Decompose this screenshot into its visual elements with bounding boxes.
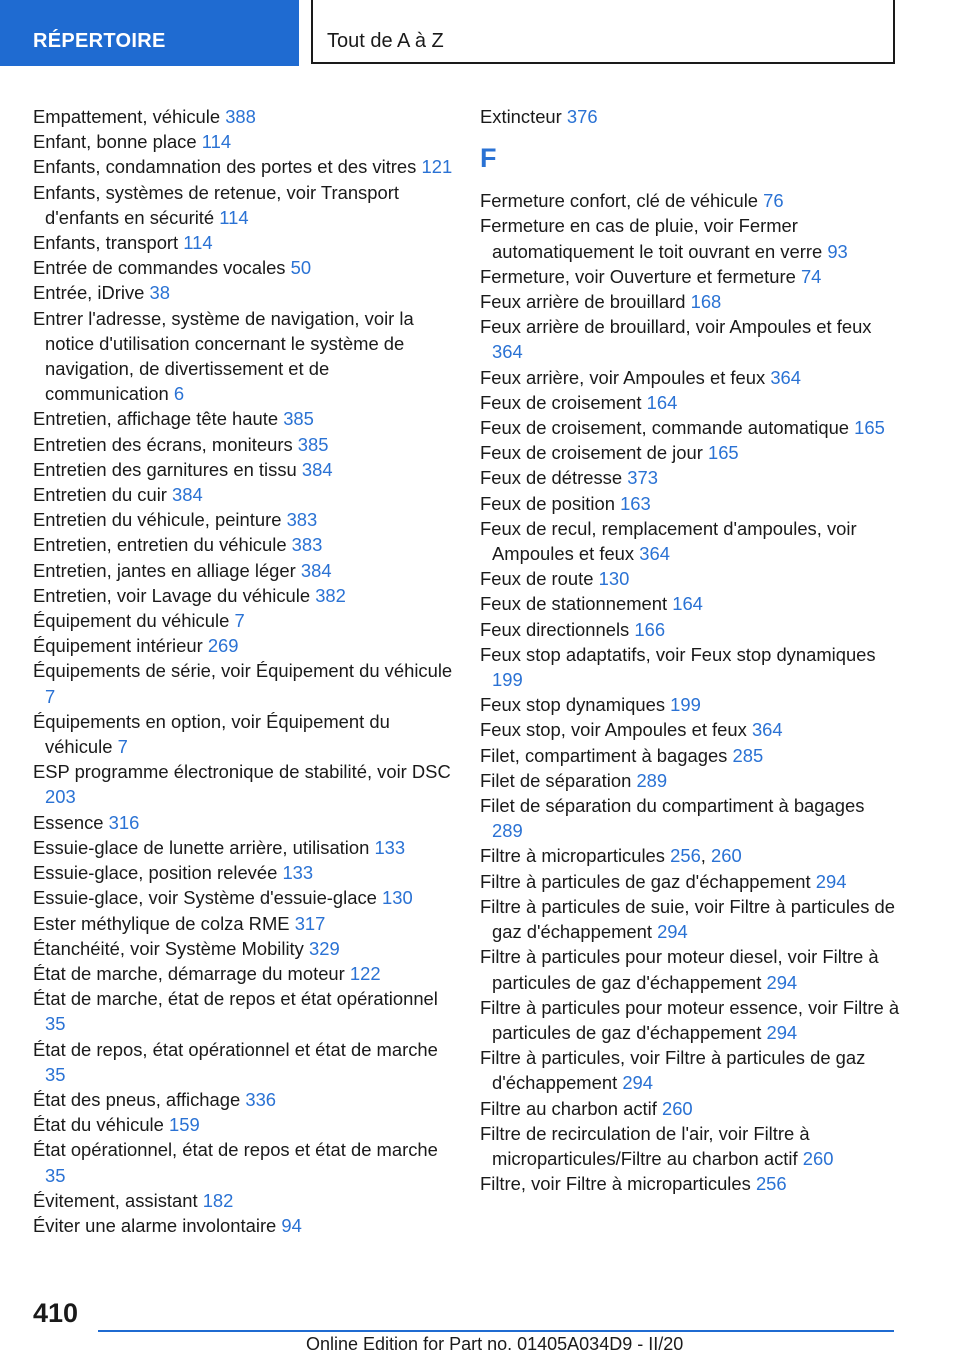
index-entry-text: Feux de stationnement	[480, 593, 668, 615]
index-entry-text: Ester méthylique de colza RME	[33, 912, 290, 934]
index-entry-text: Filet de séparation du compartiment à bagages	[480, 795, 865, 817]
page-link[interactable]: 294	[766, 1021, 798, 1043]
page-link[interactable]: 260	[802, 1147, 834, 1169]
footer-divider	[98, 1330, 894, 1332]
page-link[interactable]: 336	[245, 1088, 277, 1110]
index-entry-text: Enfants, condamnation des portes et des vitres	[33, 156, 417, 178]
index-entry-text: Feux stop dynamiques	[480, 694, 666, 716]
page-link[interactable]: 76	[763, 190, 784, 212]
index-entry-text: Filtre de recirculation de l'air, voir Filtre à microparticules/Filtre au charbon actif	[480, 1122, 810, 1169]
page-link[interactable]: 163	[620, 492, 651, 514]
page-link[interactable]: 269	[207, 635, 239, 657]
index-entry	[33, 306, 453, 407]
index-entry-text: Entretien des écrans, moniteurs	[33, 433, 293, 455]
page-link[interactable]: 316	[108, 811, 140, 833]
index-entry-text: Feux de croisement, commande automatique	[480, 417, 850, 439]
index-entry	[480, 1171, 900, 1196]
page-link[interactable]: 133	[374, 836, 406, 858]
index-entry	[33, 709, 453, 759]
index-entry-text: Filet, compartiment à bagages	[480, 744, 728, 766]
page-link[interactable]: 383	[291, 534, 323, 556]
section-tab[interactable]: RÉPERTOIRE	[0, 0, 299, 66]
page-link[interactable]: 93	[827, 240, 848, 262]
page-link[interactable]: 373	[627, 467, 658, 489]
index-entry	[480, 1045, 900, 1095]
page-link[interactable]: 168	[690, 291, 722, 313]
page-link[interactable]: 364	[770, 366, 801, 388]
index-entry-text: Filtre à particules pour moteur essence, voir Filtre à particules de gaz d'échappement	[480, 996, 900, 1043]
index-entry	[33, 835, 453, 860]
page-link[interactable]: 6	[173, 383, 185, 405]
page-link[interactable]: 159	[169, 1114, 200, 1136]
index-entry	[33, 658, 453, 708]
page-link[interactable]: 256	[670, 845, 701, 867]
index-entry-text: Feux de croisement de jour	[480, 442, 703, 464]
index-entry-text: Filtre à particules, voir Filtre à particules de gaz d'échappement	[480, 1047, 866, 1094]
index-entry	[33, 558, 453, 583]
index-entry-text: Équipement du véhicule	[33, 610, 230, 632]
index-entry-text: ESP programme électronique de stabilité, voir DSC	[33, 761, 451, 783]
index-entry-text: Entretien du véhicule, peinture	[33, 509, 282, 531]
index-entry	[33, 180, 453, 230]
page-link[interactable]: 199	[670, 694, 701, 716]
index-entry	[33, 608, 453, 633]
index-entry	[480, 566, 900, 591]
index-entry	[480, 465, 900, 490]
index-entry	[33, 230, 453, 255]
page-link[interactable]: 133	[282, 862, 314, 884]
index-entry	[480, 743, 900, 768]
index-entry-text: État de marche, état de repos et état opérationnel	[33, 988, 438, 1010]
page-link[interactable]: 285	[732, 744, 764, 766]
index-entry	[480, 188, 900, 213]
index-entry	[33, 1188, 453, 1213]
page-link[interactable]: 114	[219, 206, 249, 228]
index-entry	[33, 129, 453, 154]
index-entry	[480, 289, 900, 314]
index-entry: Filtre à microparticules 256, 260	[480, 845, 742, 867]
index-entry-text: Feux stop adaptatifs, voir Feux stop dynamiques	[480, 643, 876, 665]
index-entry	[480, 692, 900, 717]
index-entry-text: Fermeture, voir Ouverture et fermeture	[480, 265, 796, 287]
index-entry	[480, 264, 900, 289]
index-entry	[33, 154, 453, 179]
index-entry-text: État du véhicule	[33, 1114, 164, 1136]
index-entry	[33, 885, 453, 910]
index-entry-text: Filtre à particules pour moteur diesel, voir Filtre à particules de gaz d'échappement	[480, 946, 879, 993]
page-link[interactable]: 164	[646, 391, 678, 413]
page-link[interactable]: 38	[149, 282, 170, 304]
index-entry	[480, 390, 900, 415]
page-link[interactable]: 364	[751, 719, 783, 741]
index-entry-text: Fermeture en cas de pluie, voir Fermer automatiquement le toit ouvrant en verre	[480, 215, 823, 262]
index-entry-text: Entretien, entretien du véhicule	[33, 534, 287, 556]
page-link[interactable]: 7	[45, 685, 56, 707]
index-entry-text: Entretien, jantes en alliage léger	[33, 559, 296, 581]
page-link[interactable]: 74	[800, 265, 822, 287]
index-entry-text: Filet de séparation	[480, 769, 632, 791]
page-link[interactable]: 35	[45, 1013, 66, 1035]
index-entry	[33, 860, 453, 885]
page-link[interactable]: 294	[657, 921, 688, 943]
index-entry-text: Entrer l'adresse, système de navigation, voir la notice d'utilisation concernant le système de navigation, de divertissement et de communication	[33, 307, 414, 405]
page-link[interactable]: 256	[755, 1173, 787, 1195]
index-entry-text: Extincteur	[480, 106, 562, 127]
page-link[interactable]: 364	[639, 543, 670, 565]
page-link[interactable]: 165	[707, 442, 739, 464]
index-entry-text: Entretien du cuir	[33, 484, 167, 506]
page-number: 410	[33, 1298, 79, 1328]
index-entry	[33, 406, 453, 431]
index-entry-text: Filtre au charbon actif	[480, 1097, 657, 1119]
index-entry	[480, 591, 900, 616]
index-entry-text: État opérationnel, état de repos et état de marche	[33, 1139, 438, 1161]
index-entry-text: Entrée de commandes vocales	[33, 257, 286, 279]
index-entry-text: Évitement, assistant	[33, 1189, 198, 1211]
index-entry	[480, 104, 900, 129]
page-link[interactable]: 382	[315, 584, 346, 606]
page-link[interactable]: 260	[661, 1097, 693, 1119]
page-link[interactable]: 294	[815, 870, 847, 892]
index-entry-text: État de repos, état opérationnel et état de marche	[33, 1038, 438, 1060]
page-link[interactable]: 7	[117, 736, 128, 758]
index-entry	[480, 491, 900, 516]
index-entry	[33, 104, 453, 129]
page-link[interactable]: 166	[634, 618, 666, 640]
index-entry-text: Éviter une alarme involontaire	[33, 1214, 277, 1236]
page-link[interactable]: 384	[172, 484, 203, 506]
index-entry	[480, 440, 900, 465]
index-entry-text: Filtre, voir Filtre à microparticules	[480, 1173, 751, 1195]
index-entry-text: Fermeture confort, clé de véhicule	[480, 190, 759, 212]
page-link[interactable]: 35	[45, 1063, 66, 1085]
page-link[interactable]: 203	[45, 786, 76, 808]
page-link[interactable]: 165	[854, 417, 885, 439]
index-entry-text: Feux de recul, remplacement d'ampoules, voir Ampoules et feux	[480, 517, 857, 565]
index-entry	[33, 532, 453, 557]
index-entry-text: Filtre à particules de suie, voir Filtre à particules de gaz d'échappement	[480, 895, 895, 943]
page-link[interactable]: 114	[201, 131, 232, 153]
index-entry	[33, 633, 453, 658]
index-entry-text: Feux arrière, voir Ampoules et feux	[480, 366, 766, 388]
page-header	[0, 0, 960, 66]
index-entry	[33, 961, 453, 986]
index-entry	[33, 457, 453, 482]
index-entry	[480, 869, 900, 894]
edition-note: Online Edition for Part no. 01405A034D9 - II/20	[306, 1334, 684, 1354]
index-entry-text: Équipements en option, voir Équipement du véhicule	[33, 710, 390, 758]
index-column-left	[33, 104, 453, 1238]
page-link[interactable]: 114	[183, 232, 213, 254]
index-entry	[33, 810, 453, 835]
chapter-title: Tout de A à Z	[311, 0, 895, 64]
page-link[interactable]: 294	[766, 971, 798, 993]
index-entry	[33, 255, 453, 280]
index-entry-text: Feux de route	[480, 568, 594, 590]
page-link[interactable]: 329	[308, 937, 340, 959]
page-link[interactable]: 164	[672, 593, 703, 615]
index-group-e-continued	[480, 104, 900, 129]
index-entry-text: État de marche, démarrage du moteur	[33, 962, 345, 984]
index-entry	[33, 1213, 453, 1238]
page-link[interactable]: 35	[45, 1164, 66, 1186]
index-entry-text: Entrée, iDrive	[33, 282, 145, 304]
page-link[interactable]: 317	[294, 912, 326, 934]
page-link[interactable]: 289	[492, 820, 523, 842]
page-link[interactable]: 289	[636, 769, 668, 791]
index-entry-text: Enfants, systèmes de retenue, voir Transport d'enfants en sécurité	[33, 181, 399, 228]
index-entry	[480, 793, 900, 843]
index-entry-text: Équipements de série, voir Équipement du véhicule	[33, 660, 453, 682]
index-entry	[480, 415, 900, 440]
index-entry	[480, 894, 900, 944]
index-entry-text: Essuie-glace, position relevée	[33, 862, 278, 884]
page-link[interactable]: 376	[566, 106, 598, 127]
index-entry-text: Feux de croisement	[480, 391, 642, 413]
index-entry	[33, 1037, 453, 1087]
page-link[interactable]: 388	[225, 106, 256, 127]
page-link[interactable]: 130	[382, 887, 413, 909]
index-entry	[33, 936, 453, 961]
index-entry	[480, 516, 900, 566]
index-entry	[480, 944, 900, 994]
page-link[interactable]: 385	[283, 408, 314, 430]
index-entry	[33, 1087, 453, 1112]
page-link[interactable]: 7	[234, 610, 245, 632]
index-entry-text: Enfant, bonne place	[33, 131, 197, 153]
index-entry-text: Filtre à particules de gaz d'échappement	[480, 870, 811, 892]
page-link[interactable]: 385	[297, 433, 329, 455]
index-entry-text: Feux arrière de brouillard	[480, 291, 686, 313]
index-entry-text: Filtre à microparticules	[480, 845, 665, 867]
index-entry-text: Feux arrière de brouillard, voir Ampoules et feux	[480, 316, 872, 338]
page-link[interactable]: 294	[622, 1072, 653, 1094]
index-entry	[33, 482, 453, 507]
index-entry-text: Feux stop, voir Ampoules et feux	[480, 719, 747, 741]
index-entry-text: Feux de détresse	[480, 467, 623, 489]
index-entry	[480, 1096, 900, 1121]
page-link[interactable]: 182	[202, 1189, 234, 1211]
index-entry	[33, 759, 453, 809]
index-entry-text: Empattement, véhicule	[33, 106, 221, 127]
index-entry	[480, 768, 900, 793]
index-entry-text: Étanchéité, voir Système Mobility	[33, 937, 304, 959]
page-link[interactable]: 384	[300, 559, 332, 581]
index-entry-text: Essence	[33, 811, 104, 833]
index-entry-text: Essuie-glace de lunette arrière, utilisation	[33, 836, 370, 858]
index-entry-text: Feux directionnels	[480, 618, 630, 640]
page-link[interactable]: 199	[492, 669, 523, 691]
index-entry	[480, 314, 900, 364]
index-entry	[480, 213, 900, 263]
index-entry	[480, 617, 900, 642]
index-entry-text: État des pneus, affichage	[33, 1088, 241, 1110]
index-entry	[480, 717, 900, 742]
page-link[interactable]: 94	[281, 1214, 302, 1236]
page-link[interactable]: 364	[492, 341, 523, 363]
index-entry	[33, 583, 453, 608]
page-link[interactable]: 384	[301, 458, 333, 480]
index-entry	[33, 507, 453, 532]
index-entry-text: Enfants, transport	[33, 232, 179, 254]
page-link[interactable]: 122	[349, 962, 381, 984]
page-link[interactable]: 260	[711, 845, 742, 867]
index-entry	[33, 1137, 453, 1187]
index-column-right	[480, 104, 900, 1196]
page-link[interactable]: 383	[286, 509, 318, 531]
index-entry	[33, 986, 453, 1036]
index-entry-text: Entretien, affichage tête haute	[33, 408, 279, 430]
index-entry	[480, 365, 900, 390]
index-entry-text: Équipement intérieur	[33, 635, 203, 657]
page-link[interactable]: 50	[290, 257, 312, 279]
index-entry	[33, 432, 453, 457]
index-group-f	[480, 188, 900, 1196]
page-link[interactable]: 130	[598, 568, 630, 590]
index-entry	[33, 280, 453, 305]
index-entry	[480, 995, 900, 1045]
index-entry	[480, 1121, 900, 1171]
index-entry	[480, 642, 900, 692]
page-link[interactable]: 121	[421, 156, 453, 178]
index-entry-text: Feux de position	[480, 492, 615, 514]
section-letter-f: F	[480, 143, 497, 174]
index-entry-text: Entretien des garnitures en tissu	[33, 458, 297, 480]
index-entry-text: Entretien, voir Lavage du véhicule	[33, 584, 311, 606]
index-entry	[33, 911, 453, 936]
index-entry-text: Essuie-glace, voir Système d'essuie-glace	[33, 887, 377, 909]
index-entry	[33, 1112, 453, 1137]
